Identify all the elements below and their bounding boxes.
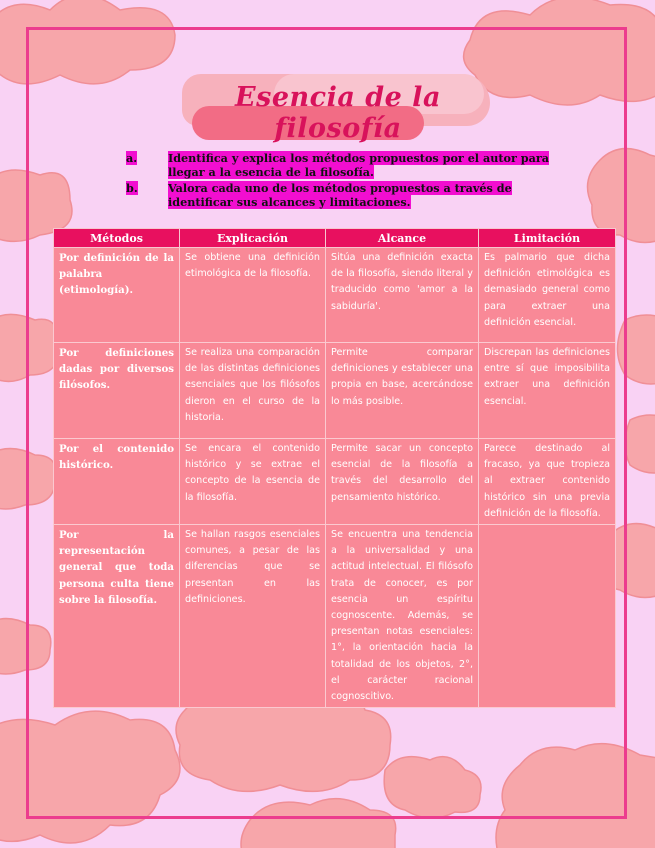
method-cell: Por el contenido histórico. (54, 439, 180, 525)
explanation-cell: Se encara el contenido histórico y se extrae el concepto de la esencia de la filosofía. (180, 439, 326, 525)
table-row (54, 439, 616, 525)
limitation-cell (479, 525, 616, 708)
method-cell: Por definición de la palabra (etimología). (54, 248, 180, 343)
column-header: Alcance (326, 229, 479, 248)
task-item (126, 151, 566, 179)
task-letter: a. (126, 151, 138, 165)
task-text: Identifica y explica los métodos propuestos por el autor para llegar a la esencia de la filosofía. (168, 151, 549, 179)
table-row (54, 343, 616, 439)
table-row (54, 525, 616, 708)
scope-cell: Se encuentra una tendencia a la universalidad y una actitud intelectual. El filósofo trata de conocer, es por esencia un espíritu cognoscente. Además, se presentan notas esenciales: 1°, la orientación hacia la totalidad de los objetos, 2°, el carácter racional cognoscitivo. (326, 525, 479, 708)
scope-cell: Sitúa una definición exacta de la filosofía, siendo literal y traducido como 'amor a la sabiduría'. (326, 248, 479, 343)
cloud-icon (625, 415, 655, 473)
column-header: Limitación (479, 229, 616, 248)
limitation-cell: Discrepan las definiciones entre sí que imposibilita extraer una definición esencial. (479, 343, 616, 439)
scope-cell: Permite sacar un concepto esencial de la filosofía a través del desarrollo del pensamiento histórico. (326, 439, 479, 525)
method-cell: Por definiciones dadas por diversos filósofos. (54, 343, 180, 439)
task-item (126, 181, 566, 209)
table-row (54, 248, 616, 343)
limitation-cell: Parece destinado al fracaso, ya que tropieza al extraer contenido histórico sin una previa definición de la filosofía. (479, 439, 616, 525)
limitation-cell: Es palmario que dicha definición etimológica es demasiado general como para extraer una definición esencial. (479, 248, 616, 343)
column-header: Métodos (54, 229, 180, 248)
page-title: Esencia de la filosofía (235, 82, 441, 144)
task-text: Valora cada uno de los métodos propuestos a través de identificar sus alcances y limitaciones. (168, 181, 512, 209)
methods-table (53, 228, 616, 708)
title-banner (178, 70, 498, 146)
explanation-cell: Se hallan rasgos esenciales comunes, a pesar de las diferencias que se presentan en las definiciones. (180, 525, 326, 708)
task-list (126, 151, 566, 211)
table-header-row (54, 229, 616, 248)
scope-cell: Permite comparar definiciones y establecer una propia en base, acercándose lo más posible. (326, 343, 479, 439)
task-letter: b. (126, 181, 138, 195)
column-header: Explicación (180, 229, 326, 248)
method-cell: Por la representación general que toda persona culta tiene sobre la filosofía. (54, 525, 180, 708)
explanation-cell: Se obtiene una definición etimológica de la filosofía. (180, 248, 326, 343)
explanation-cell: Se realiza una comparación de las distintas definiciones esenciales que los filósofos dieron en el curso de la historia. (180, 343, 326, 439)
